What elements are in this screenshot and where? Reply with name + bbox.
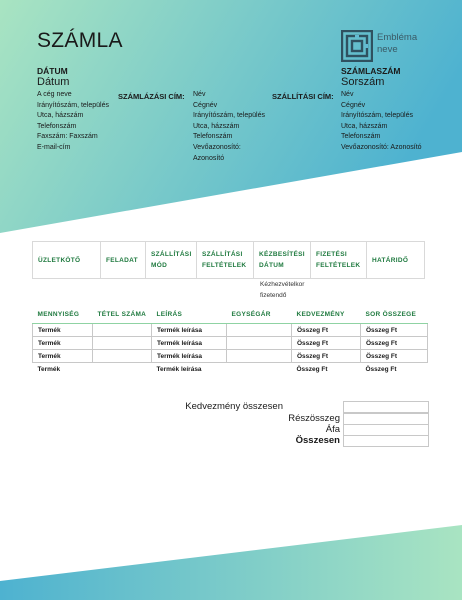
shipping-address-label: SZÁLLÍTÁSI CÍM: <box>272 92 334 101</box>
cell-unit-price <box>227 363 292 376</box>
company-postal: Irányítószám, település <box>37 101 109 109</box>
cell-quantity: Termék <box>33 350 93 363</box>
billing-line: Telefonszám <box>193 133 233 141</box>
cell-description: Termék leírása <box>152 337 227 350</box>
billing-address-label: SZÁMLÁZÁSI CÍM: <box>118 92 185 101</box>
company-info <box>37 90 109 154</box>
shipping-line: Telefonszám <box>341 133 381 141</box>
header-shipping-terms: SZÁLLÍTÁSI FELTÉTELEK <box>197 242 254 279</box>
table-row <box>33 363 428 376</box>
header-due-date: HATÁRIDŐ <box>367 242 425 279</box>
cell-description: Termék leírása <box>152 363 227 376</box>
invoice-number-value: Sorszám <box>341 76 385 88</box>
date-value: Dátum <box>37 76 70 88</box>
cell-unit-price <box>227 350 292 363</box>
cell-line-total: Összeg Ft <box>361 324 428 337</box>
cell-item-number <box>93 363 152 376</box>
payment-terms-value: Kézhezvételkor fizetendő <box>260 281 305 299</box>
header-salesperson: ÜZLETKÖTŐ <box>33 242 101 279</box>
invoice-title: SZÁMLA <box>37 29 123 52</box>
cell-item-number <box>93 337 152 350</box>
cell-discount: Összeg Ft <box>292 337 361 350</box>
shipping-line: Vevőazonosító: Azonosító <box>341 143 422 151</box>
order-info-table <box>32 241 425 279</box>
vat-label: Áfa <box>325 424 340 435</box>
company-fax: Faxszám: Faxszám <box>37 133 98 141</box>
col-description: LEÍRÁS <box>152 309 227 324</box>
company-phone: Telefonszám <box>37 122 77 130</box>
header-job: FELADAT <box>101 242 146 279</box>
header-delivery-date: KÉZBESÍTÉSI DÁTUM <box>254 242 311 279</box>
billing-line: Utca, házszám <box>193 122 240 130</box>
items-header-row <box>33 309 428 324</box>
maze-logo-icon <box>341 30 373 62</box>
shipping-line: Utca, házszám <box>341 122 388 130</box>
cell-discount: Összeg Ft <box>292 350 361 363</box>
billing-line: Név <box>193 91 206 98</box>
cell-item-number <box>93 350 152 363</box>
cell-quantity: Termék <box>33 363 93 376</box>
subtotal-label: Részösszeg <box>288 413 340 424</box>
billing-line: Azonosító <box>193 154 225 162</box>
shipping-line: Név <box>341 91 354 98</box>
shipping-line: Irányítószám, település <box>341 112 413 120</box>
cell-line-total: Összeg Ft <box>361 350 428 363</box>
discount-total-value <box>343 401 429 413</box>
col-item-number: TÉTEL SZÁMA <box>93 309 152 324</box>
cell-line-total: Összeg Ft <box>361 363 428 376</box>
billing-line: Vevőazonosító: <box>193 143 241 151</box>
company-email: E-mail-cím <box>37 143 71 151</box>
cell-unit-price <box>227 337 292 350</box>
table-row <box>33 324 428 337</box>
billing-address <box>193 90 265 164</box>
cell-unit-price <box>227 324 292 337</box>
date-label: DÁTUM <box>37 66 68 76</box>
footer-gradient-background <box>0 515 462 600</box>
table-row <box>33 337 428 350</box>
cell-discount: Összeg Ft <box>292 324 361 337</box>
col-discount: KEDVEZMÉNY <box>292 309 361 324</box>
cell-description: Termék leírása <box>152 324 227 337</box>
col-line-total: SOR ÖSSZEGE <box>361 309 428 324</box>
shipping-address <box>341 90 422 154</box>
cell-line-total: Összeg Ft <box>361 337 428 350</box>
col-unit-price: EGYSÉGÁR <box>227 309 292 324</box>
table-row <box>33 350 428 363</box>
header-shipping-method: SZÁLLÍTÁSI MÓD <box>146 242 197 279</box>
discount-total-label: Kedvezmény összesen <box>185 401 283 412</box>
logo-name: Embléma neve <box>377 32 418 55</box>
shipping-line: Cégnév <box>341 101 366 109</box>
cell-item-number <box>93 324 152 337</box>
company-name: A cég neve <box>37 91 72 98</box>
cell-description: Termék leírása <box>152 350 227 363</box>
invoice-number-label: SZÁMLASZÁM <box>341 66 401 76</box>
company-street: Utca, házszám <box>37 112 84 120</box>
header-payment-terms: FIZETÉSI FELTÉTELEK <box>311 242 367 279</box>
cell-quantity: Termék <box>33 337 93 350</box>
total-label: Összesen <box>295 435 340 446</box>
col-quantity: MENNYISÉG <box>33 309 93 324</box>
total-value <box>343 435 429 447</box>
line-items-table <box>32 309 428 375</box>
cell-discount: Összeg Ft <box>292 363 361 376</box>
billing-line: Cégnév <box>193 101 218 109</box>
billing-line: Irányítószám, település <box>193 112 265 120</box>
cell-quantity: Termék <box>33 324 93 337</box>
